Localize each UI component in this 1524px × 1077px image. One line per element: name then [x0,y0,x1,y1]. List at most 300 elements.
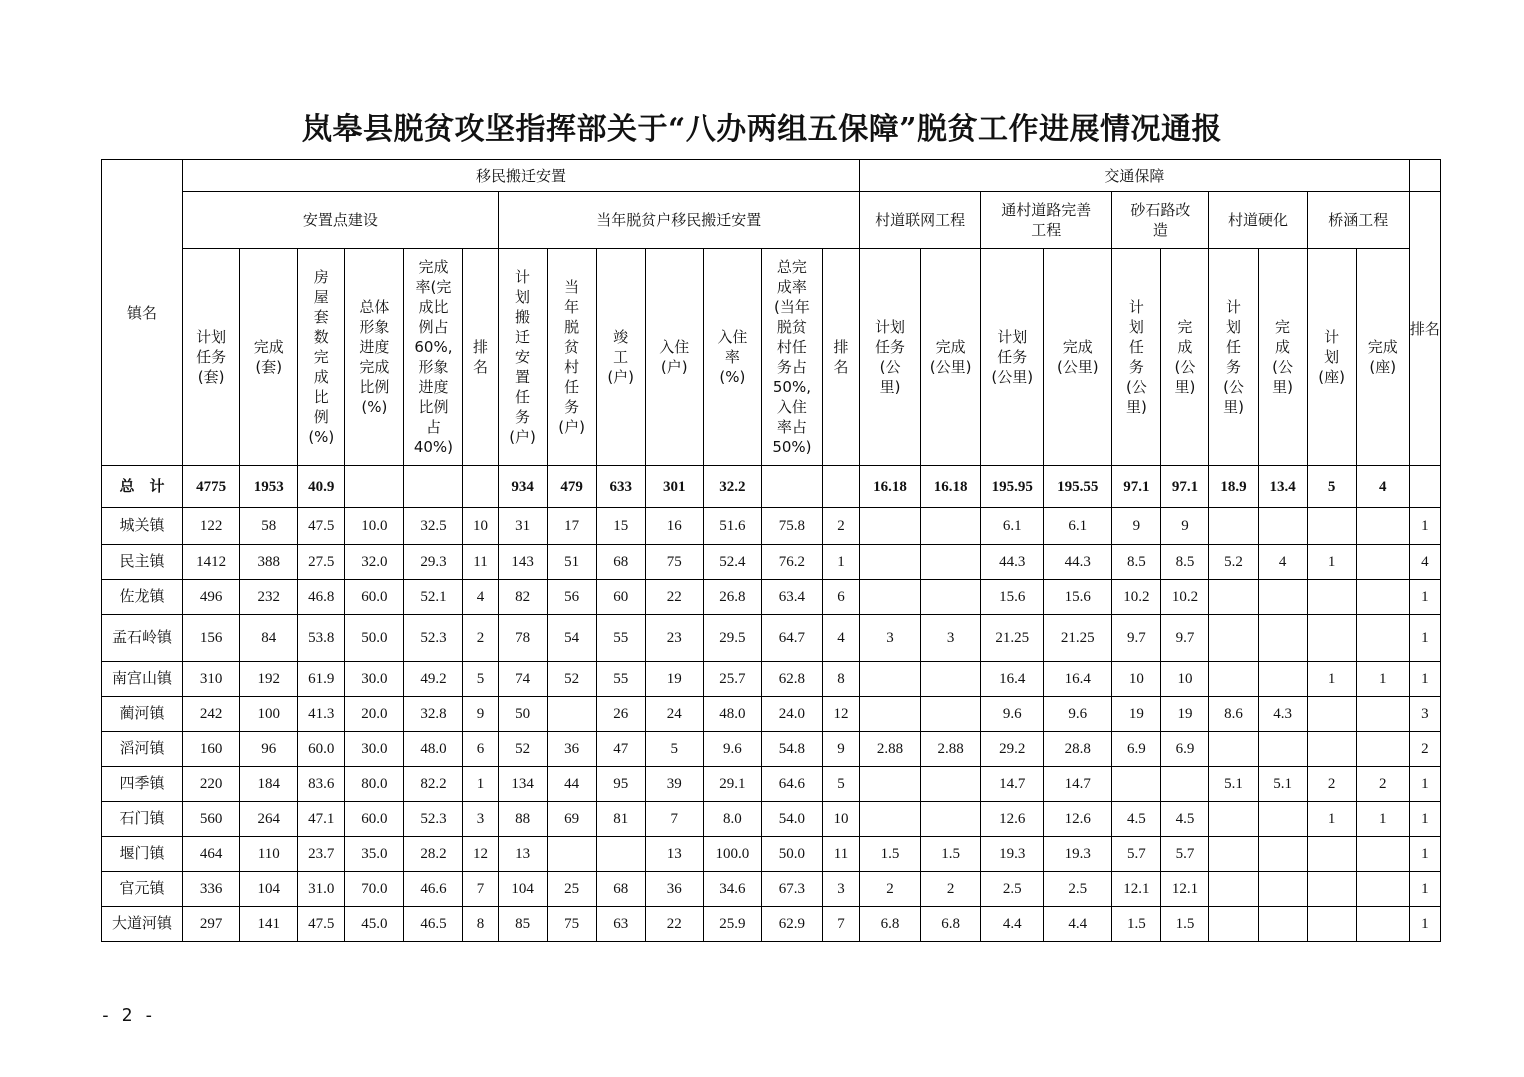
town-name-cell: 官元镇 [102,872,183,907]
table-cell: 46.6 [404,872,463,907]
table-cell: 82 [498,580,547,615]
table-cell: 19 [645,662,703,697]
table-cell [860,802,921,837]
table-cell: 16.4 [981,662,1044,697]
header-village-network: 村道联网工程 [860,192,981,249]
town-name-cell: 堰门镇 [102,837,183,872]
header-progress-ratio: 总体 形象 进度 完成 比例 (%) [345,249,404,466]
table-cell: 19.3 [1044,837,1112,872]
table-cell: 50.0 [345,615,404,662]
table-cell: 18.9 [1209,466,1258,508]
table-cell: 1 [1409,837,1440,872]
table-cell: 9.7 [1112,615,1161,662]
table-cell: 28.8 [1044,732,1112,767]
table-cell: 3 [921,615,981,662]
town-name-cell: 蔺河镇 [102,697,183,732]
table-cell: 2.88 [860,732,921,767]
table-cell: 8 [822,662,859,697]
table-row [102,580,1441,615]
header-household-relocation: 当年脱贫户移民搬迁安置 [498,192,859,249]
table-cell: 184 [240,767,298,802]
table-cell: 15 [596,508,645,545]
table-cell: 1 [1356,662,1409,697]
table-cell: 2 [1409,732,1440,767]
table-cell: 4.4 [1044,907,1112,942]
table-cell: 14.7 [1044,767,1112,802]
header-rank-site: 排 名 [463,249,498,466]
header-town: 镇名 [102,160,183,466]
table-cell [921,545,981,580]
table-cell: 32.5 [404,508,463,545]
document-title: 岚皋县脱贫攻坚指挥部关于“八办两组五保障”脱贫工作进展情况通报 [301,112,1222,147]
town-name-cell: 城关镇 [102,508,183,545]
table-cell: 48.0 [703,697,761,732]
header-road-done: 完成 (公里) [1044,249,1112,466]
town-name-cell: 滔河镇 [102,732,183,767]
table-cell: 84 [240,615,298,662]
table-cell: 55 [596,615,645,662]
table-cell: 464 [183,837,240,872]
table-cell [921,697,981,732]
table-cell [1209,662,1258,697]
table-cell: 95 [596,767,645,802]
table-cell: 122 [183,508,240,545]
table-cell: 30.0 [345,662,404,697]
table-cell: 32.0 [345,545,404,580]
header-site-construction: 安置点建设 [183,192,498,249]
table-cell [1258,615,1307,662]
table-cell: 55 [596,662,645,697]
header-village-task: 当 年 脱 贫 村 任 务 (户) [547,249,596,466]
table-cell [921,662,981,697]
table-cell [1258,508,1307,545]
header-move-in-rate: 入住 率 (%) [703,249,761,466]
table-cell: 1.5 [860,837,921,872]
table-cell: 61.9 [298,662,345,697]
table-cell: 30.0 [345,732,404,767]
header-moved-in: 入住 (户) [645,249,703,466]
table-cell: 49.2 [404,662,463,697]
table-cell: 54.8 [761,732,822,767]
table-cell: 27.5 [298,545,345,580]
table-cell [1258,580,1307,615]
table-cell: 83.6 [298,767,345,802]
table-cell: 2 [1307,767,1356,802]
table-cell: 6.8 [921,907,981,942]
table-cell: 68 [596,872,645,907]
table-cell [1307,508,1356,545]
table-cell: 1953 [240,466,298,508]
table-cell [921,802,981,837]
table-cell: 264 [240,802,298,837]
header-net-done: 完成 (公里) [921,249,981,466]
table-cell: 9 [1112,508,1161,545]
table-cell: 53.8 [298,615,345,662]
table-cell: 1 [1409,767,1440,802]
table-cell: 48.0 [404,732,463,767]
table-cell: 82.2 [404,767,463,802]
table-cell: 21.25 [981,615,1044,662]
town-name-cell: 民主镇 [102,545,183,580]
table-cell: 1 [1356,802,1409,837]
table-cell: 9.7 [1161,615,1209,662]
table-cell: 7 [463,872,498,907]
table-cell: 60 [596,580,645,615]
table-cell: 12 [463,837,498,872]
town-name-cell: 佐龙镇 [102,580,183,615]
table-cell: 134 [498,767,547,802]
header-done-units: 完成 (套) [240,249,298,466]
table-cell [1209,615,1258,662]
table-cell: 8.5 [1112,545,1161,580]
table-cell [1209,580,1258,615]
table-cell: 9.6 [703,732,761,767]
table-cell [860,545,921,580]
table-cell: 76.2 [761,545,822,580]
table-cell: 9.6 [1044,697,1112,732]
table-cell: 5.7 [1112,837,1161,872]
table-row [102,767,1441,802]
table-cell: 1.5 [1112,907,1161,942]
table-cell: 16.4 [1044,662,1112,697]
table-cell: 29.5 [703,615,761,662]
table-cell: 52 [547,662,596,697]
table-cell [1307,615,1356,662]
table-cell: 60.0 [345,580,404,615]
table-cell: 29.2 [981,732,1044,767]
table-cell: 29.3 [404,545,463,580]
table-cell [1356,837,1409,872]
table-cell: 26 [596,697,645,732]
table-cell: 22 [645,580,703,615]
table-cell: 5 [645,732,703,767]
table-cell: 8 [463,907,498,942]
table-cell: 4.3 [1258,697,1307,732]
table-cell [1356,907,1409,942]
table-cell: 10 [1161,662,1209,697]
table-cell: 1 [1307,802,1356,837]
table-cell: 5.2 [1209,545,1258,580]
table-cell: 15.6 [981,580,1044,615]
table-cell [1356,580,1409,615]
table-cell: 160 [183,732,240,767]
table-cell: 4.4 [981,907,1044,942]
table-cell [1307,872,1356,907]
table-cell: 75 [547,907,596,942]
table-row [102,732,1441,767]
table-cell: 496 [183,580,240,615]
table-cell: 3 [822,872,859,907]
table-cell: 13 [645,837,703,872]
table-cell: 104 [498,872,547,907]
table-cell: 54.0 [761,802,822,837]
table-cell: 47.5 [298,508,345,545]
table-cell: 7 [822,907,859,942]
table-cell: 156 [183,615,240,662]
table-cell: 100 [240,697,298,732]
table-cell: 97.1 [1112,466,1161,508]
table-cell [921,767,981,802]
table-cell: 23 [645,615,703,662]
table-cell [860,697,921,732]
table-cell: 47.5 [298,907,345,942]
table-cell: 110 [240,837,298,872]
header-house-ratio: 房 屋 套 数 完 成 比 例 (%) [298,249,345,466]
header-harden-done: 完 成 (公 里) [1258,249,1307,466]
header-gravel-plan: 计 划 任 务 (公 里) [1112,249,1161,466]
table-cell: 16.18 [860,466,921,508]
table-cell: 4 [1409,545,1440,580]
table-cell: 301 [645,466,703,508]
table-cell: 12.1 [1112,872,1161,907]
table-cell: 6.8 [860,907,921,942]
town-name-cell: 大道河镇 [102,907,183,942]
table-cell [345,466,404,508]
table-cell: 2 [860,872,921,907]
table-cell: 75.8 [761,508,822,545]
table-cell: 141 [240,907,298,942]
table-cell: 6.1 [981,508,1044,545]
table-cell: 81 [596,802,645,837]
table-row [102,662,1441,697]
table-cell: 479 [547,466,596,508]
table-cell: 47 [596,732,645,767]
table-cell: 52.1 [404,580,463,615]
table-cell: 19 [1112,697,1161,732]
table-cell: 12.6 [981,802,1044,837]
table-cell: 68 [596,545,645,580]
table-cell [547,837,596,872]
table-cell: 44.3 [981,545,1044,580]
town-name-cell: 总 计 [102,466,183,508]
table-cell: 6.9 [1112,732,1161,767]
table-cell [921,580,981,615]
table-cell: 64.6 [761,767,822,802]
table-cell: 1 [1409,872,1440,907]
table-cell: 10.2 [1112,580,1161,615]
table-cell: 69 [547,802,596,837]
table-cell: 97.1 [1161,466,1209,508]
table-cell: 1412 [183,545,240,580]
table-cell: 4 [1258,545,1307,580]
table-cell [596,837,645,872]
table-cell: 9.6 [981,697,1044,732]
table-cell: 13.4 [1258,466,1307,508]
table-cell: 25.7 [703,662,761,697]
table-cell: 1 [1409,802,1440,837]
table-cell [761,466,822,508]
table-cell: 96 [240,732,298,767]
header-gravel-road: 砂石路改 造 [1112,192,1209,249]
table-cell: 2.5 [1044,872,1112,907]
total-row [102,466,1441,508]
table-cell [1258,872,1307,907]
table-cell: 12.1 [1161,872,1209,907]
table-cell: 51 [547,545,596,580]
table-cell: 8.5 [1161,545,1209,580]
table-cell: 1 [822,545,859,580]
table-cell [1258,802,1307,837]
table-cell: 2 [921,872,981,907]
table-cell: 336 [183,872,240,907]
header-traffic: 交通保障 [860,160,1410,192]
table-cell: 39 [645,767,703,802]
table-cell: 62.8 [761,662,822,697]
table-row [102,802,1441,837]
header-blank [1409,160,1440,192]
table-cell: 29.1 [703,767,761,802]
table-cell: 46.8 [298,580,345,615]
table-cell [1356,545,1409,580]
table-cell: 54 [547,615,596,662]
table-cell: 10 [463,508,498,545]
table-cell: 11 [822,837,859,872]
table-cell: 44 [547,767,596,802]
header-road-plan: 计划 任务 (公里) [981,249,1044,466]
table-cell: 32.2 [703,466,761,508]
header-plan-households: 计 划 搬 迁 安 置 任 务 (户) [498,249,547,466]
table-cell: 10.0 [345,508,404,545]
header-rank-household: 排 名 [822,249,859,466]
header-completion-rate: 完成 率(完 成比 例占 60%, 形象 进度 比例 占 40%) [404,249,463,466]
table-cell [1258,732,1307,767]
table-cell: 1.5 [1161,907,1209,942]
table-cell: 74 [498,662,547,697]
table-cell: 60.0 [345,802,404,837]
table-cell: 88 [498,802,547,837]
table-cell: 60.0 [298,732,345,767]
table-cell: 6 [822,580,859,615]
table-cell: 100.0 [703,837,761,872]
table-cell: 1 [1409,662,1440,697]
table-cell: 4 [1356,466,1409,508]
table-row [102,837,1441,872]
table-cell: 11 [463,545,498,580]
table-cell [1356,732,1409,767]
table-cell: 934 [498,466,547,508]
table-cell: 19.3 [981,837,1044,872]
table-cell: 195.55 [1044,466,1112,508]
table-cell: 63.4 [761,580,822,615]
table-cell [1356,872,1409,907]
header-rank-traffic: 排名 [1409,192,1440,466]
table-cell: 5.1 [1209,767,1258,802]
header-harden-plan: 计 划 任 务 (公 里) [1209,249,1258,466]
table-cell: 10 [1112,662,1161,697]
table-cell: 24.0 [761,697,822,732]
table-cell [1356,508,1409,545]
table-cell [547,697,596,732]
table-cell: 7 [645,802,703,837]
table-cell: 242 [183,697,240,732]
table-cell: 25.9 [703,907,761,942]
table-cell: 6 [463,732,498,767]
table-cell: 50.0 [761,837,822,872]
table-row [102,545,1441,580]
table-cell: 52.3 [404,802,463,837]
table-cell: 21.25 [1044,615,1112,662]
table-header [102,160,1441,466]
table-cell: 1 [1409,907,1440,942]
table-cell: 13 [498,837,547,872]
table-cell: 52 [498,732,547,767]
table-cell: 232 [240,580,298,615]
header-completed: 竣 工 (户) [596,249,645,466]
table-cell: 12.6 [1044,802,1112,837]
table-cell: 5.1 [1258,767,1307,802]
table-cell: 2.5 [981,872,1044,907]
table-cell: 58 [240,508,298,545]
table-cell: 36 [547,732,596,767]
table-cell: 3 [463,802,498,837]
table-cell [1209,907,1258,942]
table-cell [921,508,981,545]
table-cell: 633 [596,466,645,508]
table-cell [1209,837,1258,872]
table-cell: 2 [463,615,498,662]
table-cell [1112,767,1161,802]
table-row [102,508,1441,545]
table-cell: 3 [1409,697,1440,732]
header-bridge-done: 完成 (座) [1356,249,1409,466]
table-cell: 6.9 [1161,732,1209,767]
table-cell: 4.5 [1161,802,1209,837]
table-cell: 16 [645,508,703,545]
table-cell [1356,615,1409,662]
table-cell: 1 [463,767,498,802]
table-cell [1307,697,1356,732]
table-cell: 56 [547,580,596,615]
table-cell: 36 [645,872,703,907]
table-cell: 5 [1307,466,1356,508]
table-cell: 4.5 [1112,802,1161,837]
table-cell: 2.88 [921,732,981,767]
table-cell: 20.0 [345,697,404,732]
table-cell: 104 [240,872,298,907]
table-cell [1307,837,1356,872]
table-cell: 34.6 [703,872,761,907]
table-cell: 8.0 [703,802,761,837]
header-bridge-plan: 计 划 (座) [1307,249,1356,466]
table-cell: 75 [645,545,703,580]
header-plan-units: 计划 任务 (套) [183,249,240,466]
table-row [102,615,1441,662]
table-cell: 15.6 [1044,580,1112,615]
table-cell: 40.9 [298,466,345,508]
table-cell [860,580,921,615]
table-cell [1258,907,1307,942]
table-cell: 44.3 [1044,545,1112,580]
table-cell: 5 [463,662,498,697]
table-cell: 388 [240,545,298,580]
table-cell: 220 [183,767,240,802]
header-road-improvement: 通村道路完善 工程 [981,192,1112,249]
table-cell: 52.4 [703,545,761,580]
table-cell: 31.0 [298,872,345,907]
table-cell: 297 [183,907,240,942]
table-cell [1209,508,1258,545]
table-cell: 1 [1307,545,1356,580]
table-cell: 14.7 [981,767,1044,802]
header-road-hardening: 村道硬化 [1209,192,1307,249]
table-cell: 3 [860,615,921,662]
table-cell: 28.2 [404,837,463,872]
table-cell [860,508,921,545]
table-cell: 4 [463,580,498,615]
table-cell: 51.6 [703,508,761,545]
table-cell: 50 [498,697,547,732]
table-cell [1209,802,1258,837]
